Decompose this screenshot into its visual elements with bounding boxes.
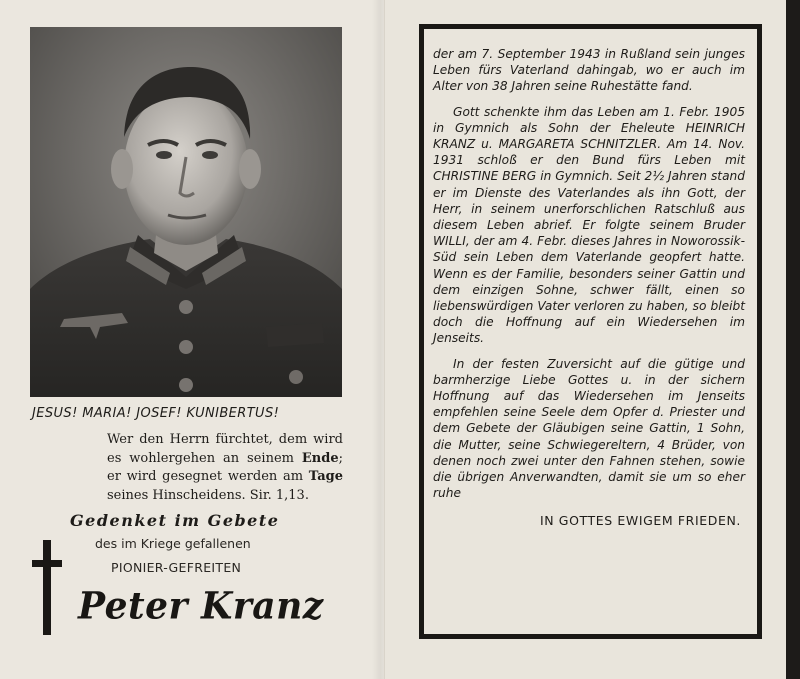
verse-line: Wer den Herrn fürchtet, dem wird	[107, 432, 343, 447]
cross-icon	[32, 540, 62, 635]
obituary-paragraph: In der festen Zuversicht auf die gütige und barmherzige Liebe Gottes u. in der sichern Hoffnung auf das Wiedersehen im Jenseits empfehlen seine Seele dem Opfer d. Priester und dem Gebete der Gläubigen seine Gattin, 1 Sohn, die Mutter, seine Schwiegereltern, 4 Brüder, von denen noch zwei unter den Fahnen stehen, sowie die übrigen Anverwandten, damit sie um so eher ruhe	[433, 356, 745, 501]
deceased-name: Peter Kranz	[78, 583, 324, 629]
portrait-photo	[30, 27, 342, 397]
obituary-paragraph: Gott schenkte ihm das Leben am 1. Febr. 1905 in Gymnich als Sohn der Eheleute HEINRICH KRANZ u. MARGARETA SCHNITZLER. Am 14. Nov. 1931 schloß er den Bund fürs Leben mit CHRISTINE BERG in Gymnich. Seit 2½ Jahren stand er im Dienste des Vaterlandes als ihn Gott, der Herr, in seinem unerforschlichen Ratschluß aus diesem Leben abrief. Er folgte seinem Bruder WILLI, der am 4. Febr. dieses Jahres in Noworossik-Süd sein Leben dem Vaterlande geopfert hatte. Wenn es der Familie, besonders seiner Gattin und dem einzigen Sohne, schwer fällt, einen so liebenswürdigen Vater verloren zu haben, so bleibt doch die Hoffnung auf ein Wiedersehen im Jenseits.	[433, 104, 745, 346]
obituary-text	[433, 46, 745, 530]
closing-line: IN GOTTES EWIGEM FRIEDEN.	[540, 513, 741, 529]
verse-line: er wird gesegnet werden am Tage	[107, 469, 343, 484]
scan-edge	[786, 0, 800, 679]
rank-text: PIONIER-GEFREITEN	[111, 560, 242, 575]
obituary-paragraph: der am 7. September 1943 in Rußland sein junges Leben fürs Vaterland dahingab, wo er auch im Alter von 38 Jahren seine Ruhestätte fand.	[433, 47, 745, 94]
invocation-text: JESUS! MARIA! JOSEF! KUNIBERTUS!	[32, 406, 280, 421]
fallen-text: des im Kriege gefallenen	[95, 536, 251, 551]
verse-line: seines Hinscheidens. Sir. 1,13.	[107, 487, 309, 503]
scripture-verse	[107, 431, 343, 505]
verse-line: es wohlergehen an seinem Ende;	[107, 450, 343, 466]
gedenket-heading: Gedenket im Gebete	[70, 511, 280, 530]
